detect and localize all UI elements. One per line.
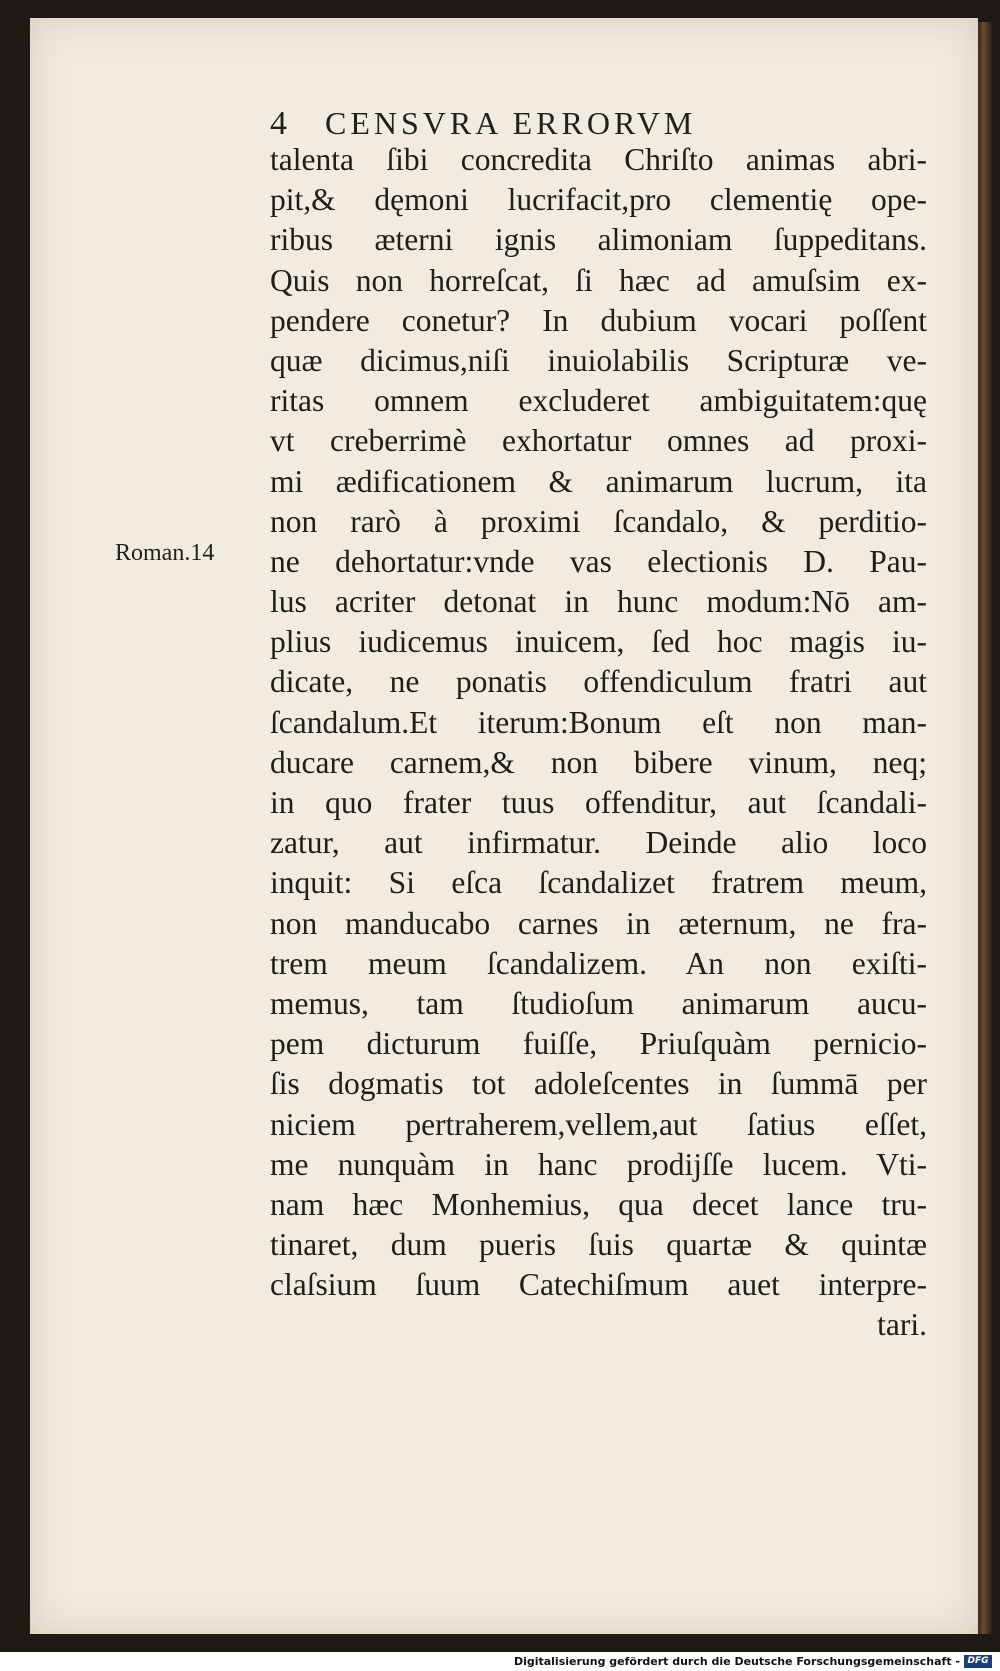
text-line: ritas omnem excluderet ambiguitatem:quę [270, 383, 927, 419]
text-line: tinaret, dum pueris ſuis quartæ & quintæ [270, 1227, 927, 1263]
text-line: Quis non horreſcat, ſi hæc ad amuſsim ex- [270, 262, 927, 298]
text-line: non rarò à proximi ſcandalo, & perditio- [270, 503, 927, 539]
dfg-logo: DFG [964, 1655, 992, 1668]
footer-credit: Digitalisierung gefördert durch die Deutsche Forschungsgemeinschaft - [513, 1655, 960, 1668]
text-line: ducare carnem,& non bibere vinum, neq; [270, 744, 927, 780]
text-line: ribus æterni ignis alimoniam ſuppeditans. [270, 222, 927, 258]
text-line: pem dicturum fuiſſe, Priuſquàm pernicio- [270, 1026, 927, 1062]
text-line: trem meum ſcandalizem. An non exiſti- [270, 945, 927, 981]
text-line: ne dehortatur:vnde vas electionis D. Pau- [270, 543, 927, 579]
text-line: in quo frater tuus offenditur, aut ſcandali- [270, 785, 927, 820]
text-line: dicate, ne ponatis offendiculum fratri aut [270, 664, 927, 700]
text-line: ſcandalum.Et iterum:Bonum eſt non man- [270, 704, 927, 740]
text-line: vt creberrimè exhortatur omnes ad proxi- [270, 423, 927, 459]
page-edge [978, 22, 992, 1634]
text-line: zatur, aut infirmatur. Deinde alio loco [270, 825, 927, 861]
text-line: non manducabo carnes in æternum, ne fra- [270, 905, 927, 941]
text-line: lus acriter detonat in hunc modum:Nō am- [270, 584, 927, 620]
text-line: plius iudicemus inuicem, ſed hoc magis iu- [270, 624, 927, 660]
text-line: mi ædificationem & animarum lucrum, ita [270, 463, 927, 499]
text-line: niciem pertraherem,vellem,aut ſatius eſſet, [270, 1106, 927, 1142]
text-line: quæ dicimus,niſi inuiolabilis Scripturæ ve- [270, 342, 927, 378]
text-line: memus, tam ſtudioſum animarum aucu- [270, 985, 927, 1021]
body-text [270, 140, 927, 1346]
text-line: ſis dogmatis tot adoleſcentes in ſummā per [270, 1066, 927, 1102]
text-line: me nunquàm in hanc prodijſſe lucem. Vti- [270, 1146, 927, 1182]
running-head: CENSVRA ERRORVM [325, 105, 697, 141]
text-line: pendere conetur? In dubium vocari poſſent [270, 302, 927, 338]
text-line: nam hæc Monhemius, qua decet lance tru- [270, 1186, 927, 1222]
text-line: inquit: Si eſca ſcandalizet fratrem meum, [270, 865, 927, 901]
text-line-catchword: tari. [877, 1307, 927, 1343]
text-line: talenta ſibi concredita Chriſto animas abri- [270, 142, 927, 177]
page-number: 4 [270, 105, 287, 142]
text-line: pit,& dęmoni lucrifacit,pro clementię ope- [270, 182, 927, 218]
text-line: claſsium ſuum Catechiſmum auet interpre- [270, 1267, 927, 1303]
margin-note: Roman.14 [115, 540, 215, 566]
